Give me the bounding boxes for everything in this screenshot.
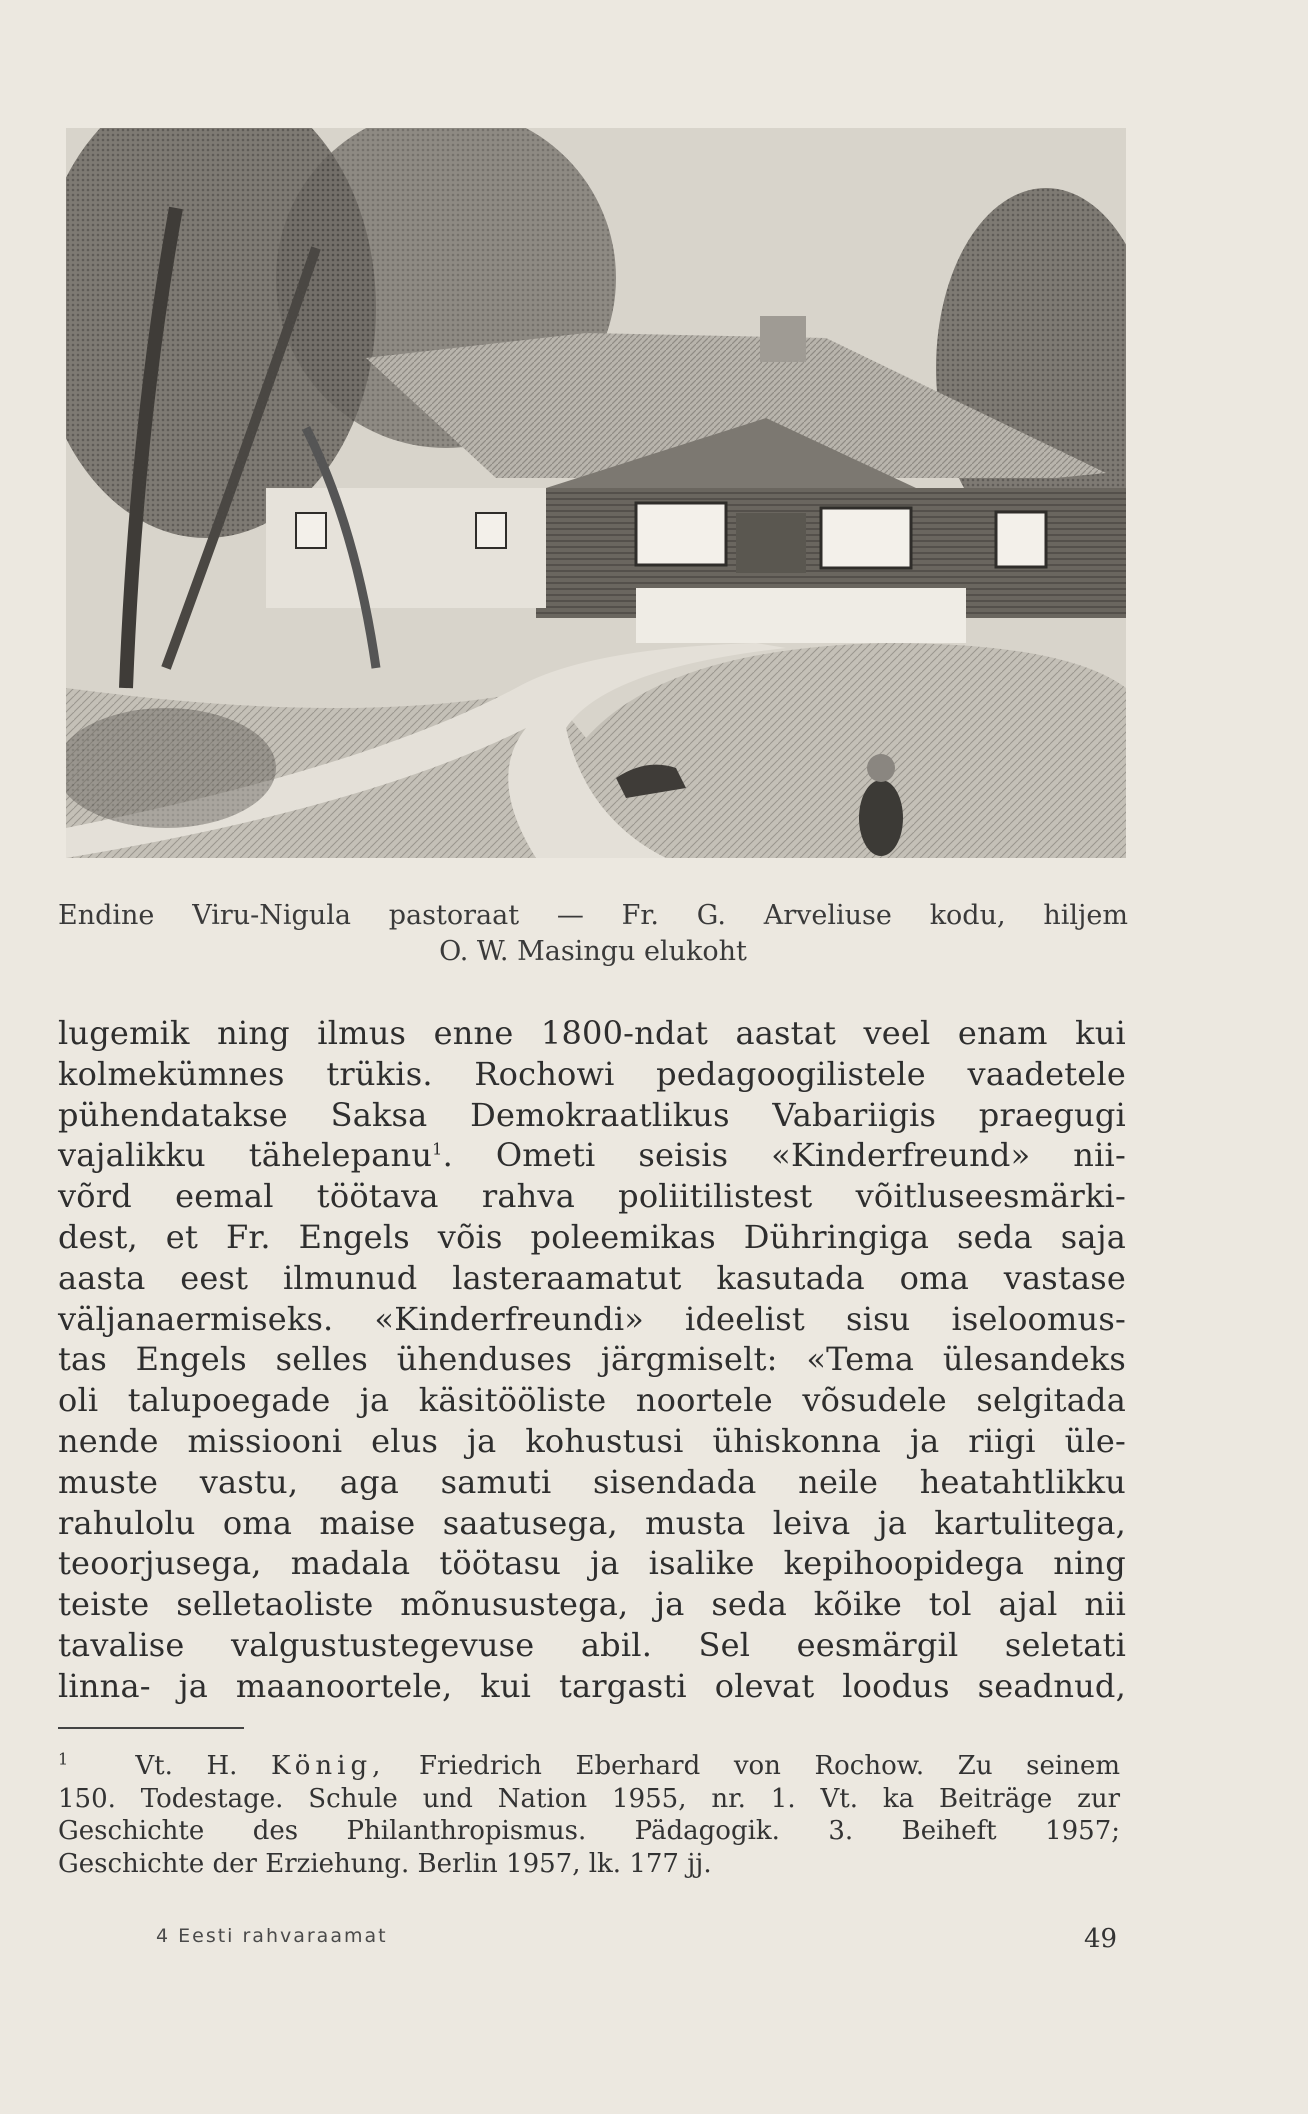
footnote-author: König, xyxy=(271,1751,386,1781)
body-line: oli talupoegade ja käsitööliste noortele võsudele selgitada xyxy=(58,1381,1126,1420)
body-line: dest, et Fr. Engels võis poleemikas Dühringiga seda saja xyxy=(58,1217,1126,1256)
body-line: tavalise valgustustegevuse abil. Sel eesmärgil seletati xyxy=(58,1625,1126,1664)
footnote-line: Geschichte der Erziehung. Berlin 1957, lk. 177 jj. xyxy=(58,1848,712,1879)
caption-line-2: O. W. Masingu elukoht xyxy=(439,936,747,967)
body-line: aasta eest ilmunud lasteraamatut kasutada oma vastase xyxy=(58,1258,1126,1297)
caption-line-1: Endine Viru-Nigula pastoraat — Fr. G. Arveliuse kodu, hiljem xyxy=(58,900,1128,931)
body-line: rahulolu oma maise saatusega, musta leiva ja kartulitega, xyxy=(58,1503,1126,1542)
illustration-caption xyxy=(58,898,1128,970)
footnote-line: 150. Todestage. Schule und Nation 1955, nr. 1. Vt. ka Beiträge zur xyxy=(58,1783,1120,1814)
footnote-reference[interactable]: 1 xyxy=(432,1139,443,1159)
body-line: muste vastu, aga samuti sisendada neile heatahtlikku xyxy=(58,1462,1126,1501)
pastorate-illustration xyxy=(66,128,1126,858)
body-line: teiste selletaoliste mõnusustega, ja seda kõike tol ajal nii xyxy=(58,1585,1126,1624)
page-number: 49 xyxy=(1084,1924,1118,1954)
body-line: tas Engels selles ühenduses järgmiselt: «Tema ülesandeks xyxy=(58,1340,1126,1379)
footnote xyxy=(58,1750,1120,1880)
body-line-with-footnote xyxy=(58,1135,1126,1176)
body-line: nende missiooni elus ja kohustusi ühiskonna ja riigi üle- xyxy=(58,1421,1126,1460)
footnote-line xyxy=(58,1750,1120,1783)
printer-signature: 4 Eesti rahvaraamat xyxy=(156,1925,388,1947)
body-line: võrd eemal töötava rahva poliitilistest võitluseesmärki- xyxy=(58,1177,1126,1216)
body-line: pühendatakse Saksa Demokraatlikus Vabariigis praegugi xyxy=(58,1095,1126,1134)
house-drawing xyxy=(66,128,1126,858)
body-line: kolmekümnes trükis. Rochowi pedagoogilistele vaadetele xyxy=(58,1054,1126,1093)
footnote-line: Geschichte des Philanthropismus. Pädagogik. 3. Beiheft 1957; xyxy=(58,1816,1120,1846)
footnote-divider xyxy=(58,1727,244,1729)
body-line: teoorjusega, madala töötasu ja isalike kepihoopidega ning xyxy=(58,1544,1126,1583)
body-line: linna- ja maanoortele, kui targasti olevat loodus seadnud, xyxy=(58,1666,1126,1705)
body-text xyxy=(58,1013,1126,1707)
body-line-part: vajalikku tähelepanu xyxy=(58,1136,433,1175)
footnote-text: Friedrich Eberhard von Rochow. Zu seinem xyxy=(419,1751,1121,1781)
body-line: lugemik ning ilmus enne 1800-ndat aastat veel enam kui xyxy=(58,1014,1126,1052)
body-line: väljanaermiseks. «Kinderfreundi» ideelist sisu iseloomus- xyxy=(58,1299,1126,1338)
body-line-part: . Ometi seisis «Kinderfreund» nii- xyxy=(442,1136,1126,1175)
footnote-marker: 1 xyxy=(58,1749,69,1769)
footnote-text: Vt. H. xyxy=(135,1751,238,1781)
